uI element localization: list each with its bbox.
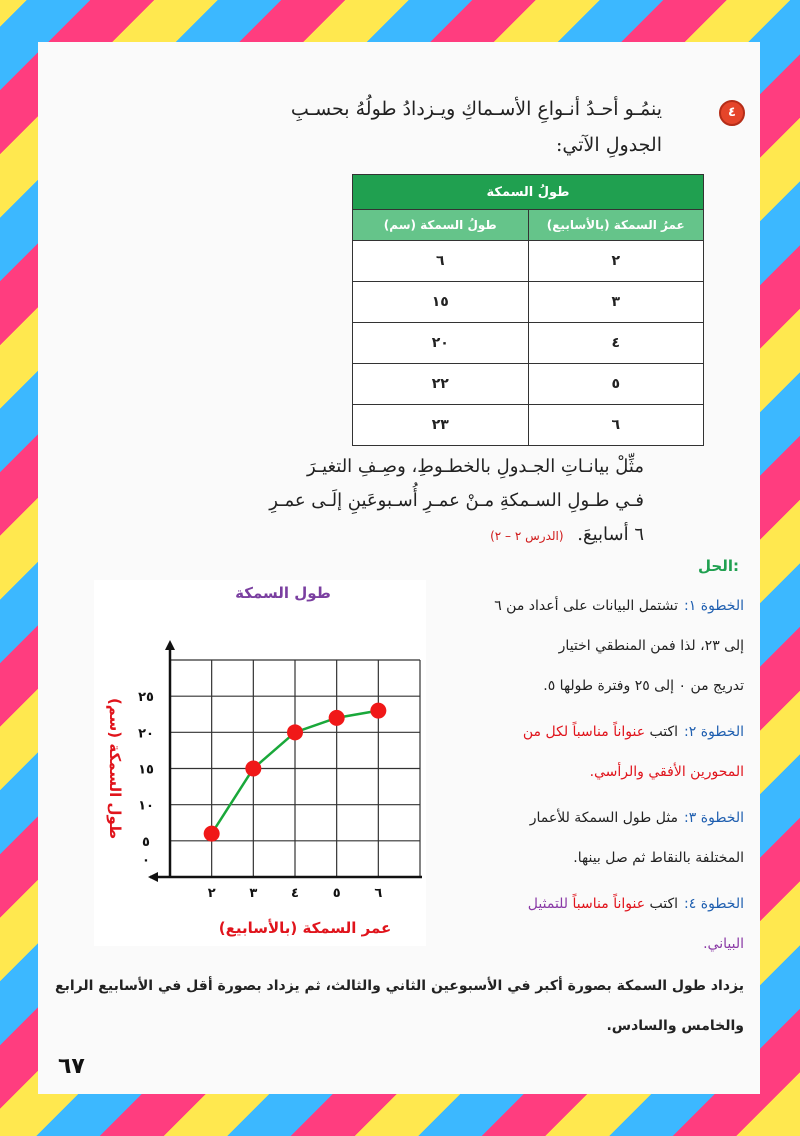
step-1-line-3: تدريج من ٠ إلى ٢٥ وفترة طولها ٥. — [543, 678, 744, 694]
y-tick-label: ٢٥ — [138, 690, 154, 706]
chart-title: طول السمكة — [235, 584, 331, 602]
step-1-label: الخطوة ١: — [684, 598, 744, 614]
step-2-line-2: المحورين الأفقي والرأسي. — [589, 764, 744, 780]
table-cell-length: ٦ — [353, 241, 529, 282]
step-4 — [434, 884, 744, 964]
x-tick-label: ٢ — [207, 886, 216, 901]
data-point — [370, 703, 386, 719]
table-cell-length: ٢٠ — [353, 323, 529, 364]
step-2 — [434, 712, 744, 792]
problem-text-line-2: الجدولِ الآتي: — [556, 134, 662, 156]
y-tick-label: ٢٠ — [138, 726, 154, 742]
step-2-label: الخطوة ٢: — [684, 724, 744, 740]
lesson-reference: (الدرس ٢ – ٢) — [490, 529, 564, 543]
x-axis-label: عمر السمكة (بالأسابيع) — [218, 919, 392, 937]
step-3-label: الخطوة ٣: — [684, 810, 744, 826]
x-tick-label: ٣ — [249, 886, 258, 901]
table-cell-age: ٤ — [528, 323, 704, 364]
data-point — [287, 724, 303, 740]
table-row — [353, 405, 704, 446]
page — [38, 42, 760, 1094]
table-row — [353, 364, 704, 405]
step-4-purple: للتمثيل — [527, 896, 569, 912]
y-tick-label: ١٥ — [138, 762, 154, 778]
step-3 — [434, 798, 744, 878]
table-row — [353, 323, 704, 364]
conclusion — [54, 966, 744, 1046]
page-number: ٦٧ — [58, 1054, 85, 1079]
fish-length-chart — [94, 580, 426, 946]
y-tick-label: ٥ — [142, 834, 150, 850]
step-3-line-2: المختلفة بالنقاط ثم صل بينها. — [573, 850, 744, 866]
step-2-highlight: عنواناً مناسباً لكل من — [522, 724, 646, 740]
problem-text-line-1: ينمُـو أحـدُ أنـواعِ الأسـماكِ ويـزدادُ طولُهُ بحسـبِ — [290, 98, 662, 120]
y-tick-label: ١٠ — [138, 798, 154, 814]
table-cell-length: ٢٢ — [353, 364, 529, 405]
data-point — [204, 826, 220, 842]
table-cell-length: ١٥ — [353, 282, 529, 323]
step-2-verb: اكتب — [649, 724, 679, 740]
y-axis-label: طول السمكة (سم) — [106, 697, 124, 840]
x-tick-label: ٤ — [291, 886, 299, 901]
question-line-2: فـي طـولِ السـمكةِ مـنْ عمـرِ أُسـبوعَينِ إلَـى عمـرِ — [269, 490, 644, 511]
step-1 — [434, 586, 744, 706]
conclusion-line-1: يزداد طول السمكة بصورة أكبر في الأسبوعين الثاني والثالث، ثم يزداد بصورة أقل في الأسابيع الرابع — [55, 978, 744, 994]
step-4-label: الخطوة ٤: — [684, 896, 744, 912]
step-1-line-1: تشتمل البيانات على أعداد من ٦ — [494, 598, 679, 614]
step-3-line-1: مثل طول السمكة للأعمار — [529, 810, 679, 826]
table-cell-age: ٦ — [528, 405, 704, 446]
x-tick-label: ٦ — [374, 886, 383, 901]
step-4-line-2: البياني. — [703, 936, 744, 952]
problem-number-badge: ٤ — [719, 100, 745, 126]
data-point — [329, 710, 345, 726]
step-4-verb: اكتب — [649, 896, 679, 912]
data-point — [245, 761, 261, 777]
y-axis-arrow — [165, 640, 175, 650]
solution-label: الحل: — [698, 557, 739, 575]
table-header-age: عمرُ السمكة (بالأسابيع) — [528, 210, 704, 241]
step-4-highlight: عنواناً مناسباً — [572, 896, 646, 912]
y-tick-label: ٠ — [142, 853, 150, 868]
fish-length-table — [352, 174, 704, 446]
question-line-3-text: ٦ أسابيعَ. — [577, 524, 644, 545]
table-cell-age: ٢ — [528, 241, 704, 282]
table-row — [353, 282, 704, 323]
table-cell-length: ٢٣ — [353, 405, 529, 446]
x-tick-label: ٥ — [332, 886, 341, 901]
step-1-line-2: إلى ٢٣، لذا فمن المنطقي اختيار — [558, 638, 744, 654]
table-header-length: طولُ السمكة (سم) — [353, 210, 529, 241]
question-line-1: مثِّلْ بيانـاتِ الجـدولِ بالخطـوطِ، وصِـفِ التغيـرَ — [306, 456, 644, 477]
table-title: طولُ السمكة — [353, 175, 704, 210]
table-cell-age: ٣ — [528, 282, 704, 323]
conclusion-line-2: والخامس والسادس. — [606, 1018, 744, 1034]
chart-panel — [94, 580, 426, 946]
table-cell-age: ٥ — [528, 364, 704, 405]
table-row — [353, 241, 704, 282]
question-line-3 — [244, 524, 644, 545]
